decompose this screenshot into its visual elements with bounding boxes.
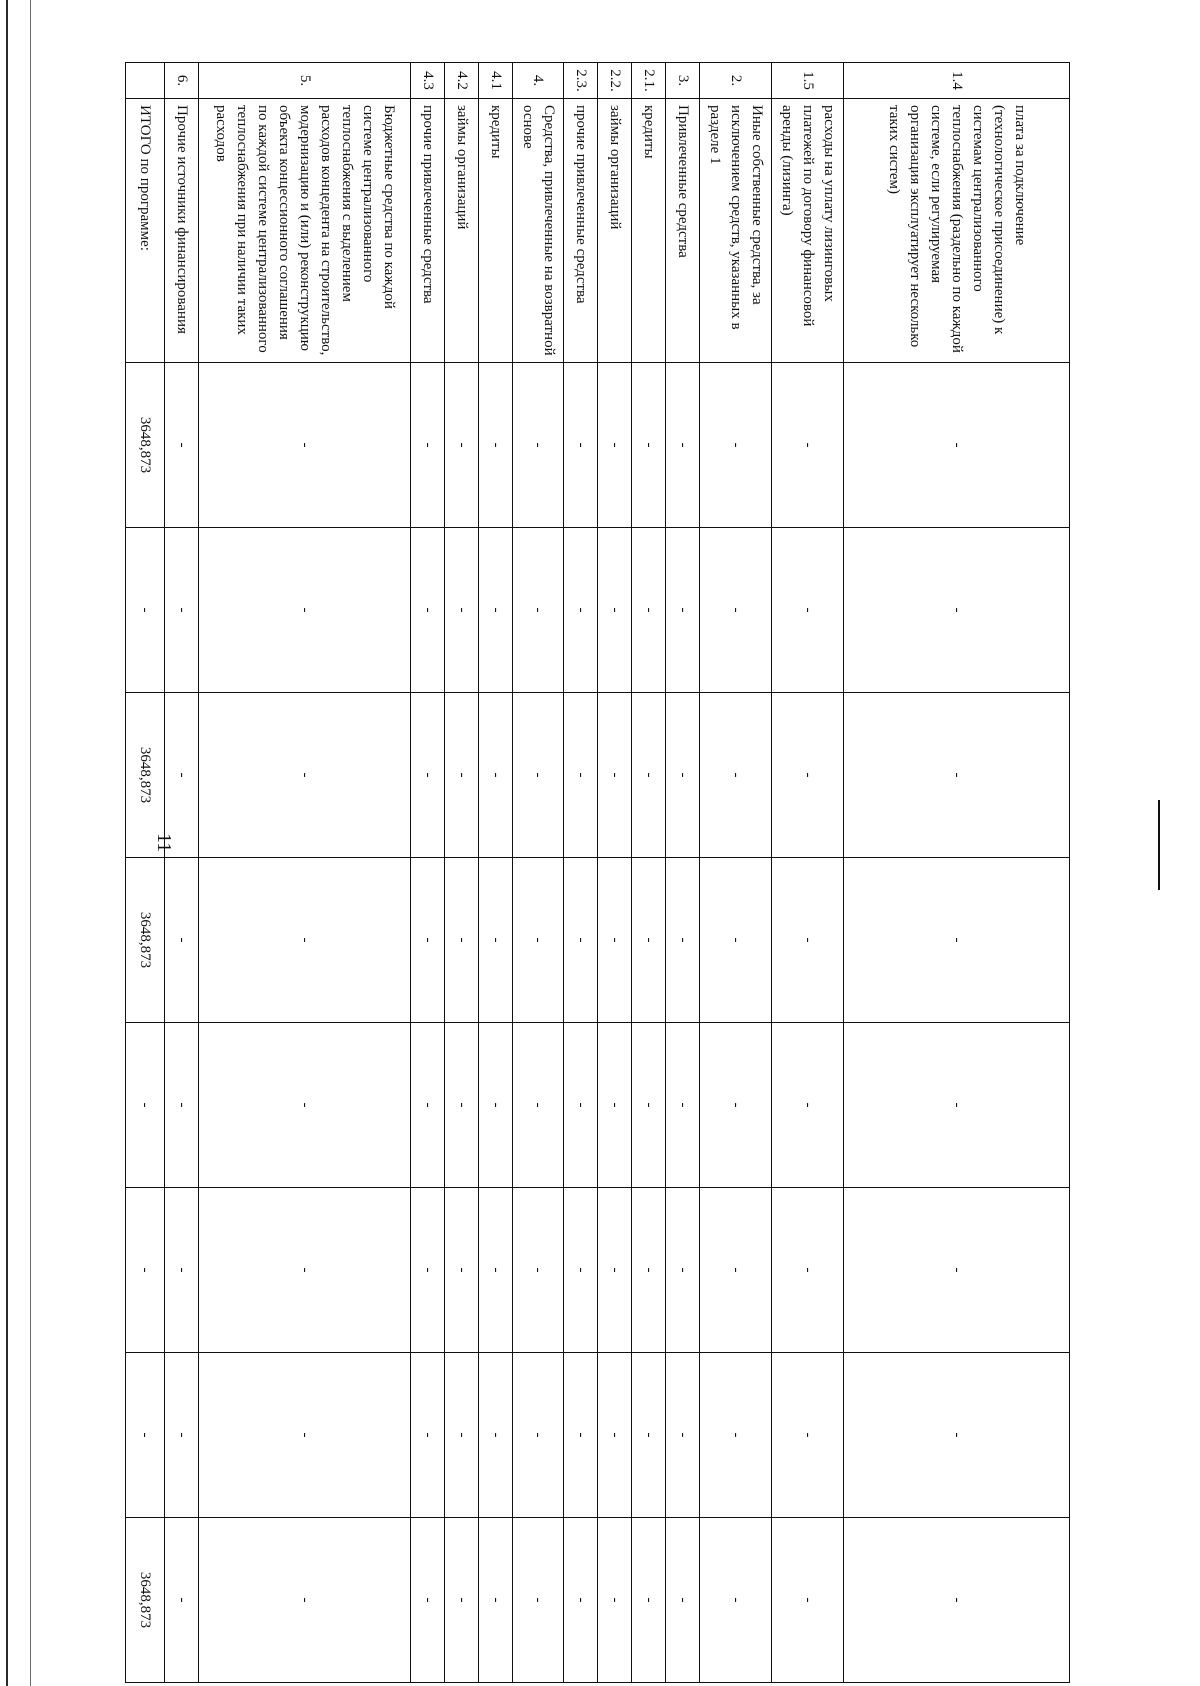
value-cell: - — [165, 528, 199, 693]
row-name: Средства, привлеченные на возвратной основе — [513, 99, 564, 363]
value-cell: - — [666, 528, 700, 693]
value-cell: - — [411, 858, 445, 1023]
value-cell: - — [445, 858, 479, 1023]
value-cell: 3648,873 — [126, 858, 165, 1023]
value-cell: - — [513, 693, 564, 858]
row-number: 4.2 — [445, 63, 479, 99]
value-cell: - — [479, 693, 513, 858]
value-cell: - — [598, 1023, 632, 1188]
row-number — [126, 63, 165, 99]
row-name: Прочие источники финансирования — [165, 99, 199, 363]
row-name: Привлеченные средства — [666, 99, 700, 363]
table-row — [772, 63, 844, 1683]
row-number: 4. — [513, 63, 564, 99]
value-cell: - — [844, 1188, 1070, 1353]
value-cell: - — [411, 693, 445, 858]
value-cell: - — [666, 363, 700, 528]
row-number: 2.2. — [598, 63, 632, 99]
value-cell: - — [126, 1353, 165, 1518]
value-cell: - — [772, 363, 844, 528]
value-cell: - — [564, 1353, 598, 1518]
value-cell: - — [199, 1518, 411, 1683]
value-cell: - — [700, 363, 772, 528]
value-cell: - — [700, 1518, 772, 1683]
value-cell: - — [411, 1353, 445, 1518]
value-cell: - — [700, 528, 772, 693]
value-cell: - — [772, 858, 844, 1023]
row-name: займы организаций — [598, 99, 632, 363]
value-cell: - — [632, 363, 666, 528]
value-cell: - — [479, 858, 513, 1023]
row-number: 2.3. — [564, 63, 598, 99]
value-cell: - — [772, 693, 844, 858]
row-name: плата за подключение (технологическое присоединение) к системам централизованного теплоснабжения (раздельно по каждой системе, если регулируемая организация эксплуатирует несколько таких систем) — [844, 99, 1070, 363]
value-cell: - — [479, 1023, 513, 1188]
value-cell: - — [513, 363, 564, 528]
value-cell: - — [666, 1188, 700, 1353]
row-name: кредиты — [479, 99, 513, 363]
value-cell: - — [598, 1518, 632, 1683]
value-cell: - — [513, 1518, 564, 1683]
value-cell: - — [199, 528, 411, 693]
value-cell: - — [598, 858, 632, 1023]
row-name: прочие привлеченные средства — [411, 99, 445, 363]
value-cell: - — [411, 363, 445, 528]
value-cell: - — [844, 1518, 1070, 1683]
value-cell: - — [165, 858, 199, 1023]
value-cell: - — [844, 1353, 1070, 1518]
value-cell: - — [564, 693, 598, 858]
value-cell: - — [666, 693, 700, 858]
row-name: займы организаций — [445, 99, 479, 363]
value-cell: - — [199, 1023, 411, 1188]
row-number: 1.5 — [772, 63, 844, 99]
table-row — [165, 63, 199, 1683]
value-cell: 3648,873 — [126, 363, 165, 528]
value-cell: - — [165, 363, 199, 528]
value-cell: - — [772, 528, 844, 693]
value-cell: - — [126, 528, 165, 693]
value-cell: - — [199, 858, 411, 1023]
value-cell: - — [199, 693, 411, 858]
value-cell: - — [598, 1353, 632, 1518]
value-cell: - — [199, 1188, 411, 1353]
table-row — [411, 63, 445, 1683]
value-cell: - — [844, 1023, 1070, 1188]
value-cell: - — [126, 1023, 165, 1188]
table-row — [632, 63, 666, 1683]
value-cell: - — [479, 1188, 513, 1353]
value-cell: - — [598, 693, 632, 858]
value-cell: - — [411, 1518, 445, 1683]
table-row — [513, 63, 564, 1683]
row-number: 4.1 — [479, 63, 513, 99]
value-cell: 3648,873 — [126, 1518, 165, 1683]
value-cell: - — [632, 528, 666, 693]
value-cell: - — [666, 1023, 700, 1188]
value-cell: 3648,873 — [126, 693, 165, 858]
value-cell: - — [445, 1518, 479, 1683]
value-cell: - — [513, 858, 564, 1023]
value-cell: - — [700, 693, 772, 858]
table-row — [598, 63, 632, 1683]
row-number: 3. — [666, 63, 700, 99]
value-cell: - — [564, 1188, 598, 1353]
value-cell: - — [666, 1353, 700, 1518]
value-cell: - — [445, 1353, 479, 1518]
value-cell: - — [513, 1188, 564, 1353]
financing-table — [125, 62, 1070, 1683]
table-body — [126, 63, 1070, 1683]
value-cell: - — [411, 1023, 445, 1188]
value-cell: - — [632, 693, 666, 858]
separator-line — [1158, 800, 1160, 890]
table-row — [564, 63, 598, 1683]
value-cell: - — [165, 1353, 199, 1518]
row-name: Бюджетные средства по каждой системе централизованного теплоснабжения с выделением расходов концедента на строительство, модернизацию и (или) реконструкцию объекта концессионного соглашения по каждой системе централизованного теплоснабжения при наличии таких расходов — [199, 99, 411, 363]
table-row — [199, 63, 411, 1683]
row-number: 4.3 — [411, 63, 445, 99]
value-cell: - — [844, 693, 1070, 858]
value-cell: - — [513, 528, 564, 693]
value-cell: - — [700, 1188, 772, 1353]
row-number: 1.4 — [844, 63, 1070, 99]
row-name: расходы на уплату лизинговых платежей по договору финансовой аренды (лизинга) — [772, 99, 844, 363]
value-cell: - — [564, 1518, 598, 1683]
value-cell: - — [772, 1188, 844, 1353]
value-cell: - — [445, 1188, 479, 1353]
value-cell: - — [199, 1353, 411, 1518]
value-cell: - — [772, 1518, 844, 1683]
value-cell: - — [666, 858, 700, 1023]
value-cell: - — [411, 528, 445, 693]
value-cell: - — [772, 1353, 844, 1518]
value-cell: - — [479, 1353, 513, 1518]
total-row — [126, 63, 165, 1683]
value-cell: - — [564, 363, 598, 528]
value-cell: - — [844, 858, 1070, 1023]
row-name: ИТОГО по программе: — [126, 99, 165, 363]
value-cell: - — [564, 858, 598, 1023]
value-cell: - — [479, 363, 513, 528]
row-name: Иные собственные средства, за исключением средств, указанных в разделе 1 — [700, 99, 772, 363]
value-cell: - — [598, 528, 632, 693]
value-cell: - — [445, 693, 479, 858]
row-number: 6. — [165, 63, 199, 99]
value-cell: - — [772, 1023, 844, 1188]
row-name: прочие привлеченные средства — [564, 99, 598, 363]
value-cell: - — [513, 1353, 564, 1518]
value-cell: - — [632, 1188, 666, 1353]
table-row — [700, 63, 772, 1683]
row-number: 2.1. — [632, 63, 666, 99]
value-cell: - — [479, 528, 513, 693]
table-row — [844, 63, 1070, 1683]
value-cell: - — [700, 1023, 772, 1188]
page-number: 11 — [153, 833, 175, 853]
value-cell: - — [445, 363, 479, 528]
value-cell: - — [844, 363, 1070, 528]
value-cell: - — [513, 1023, 564, 1188]
value-cell: - — [199, 363, 411, 528]
value-cell: - — [165, 1023, 199, 1188]
value-cell: - — [564, 528, 598, 693]
value-cell: - — [126, 1188, 165, 1353]
value-cell: - — [598, 363, 632, 528]
value-cell: - — [632, 1353, 666, 1518]
value-cell: - — [632, 858, 666, 1023]
table-row — [445, 63, 479, 1683]
value-cell: - — [632, 1023, 666, 1188]
value-cell: - — [844, 528, 1070, 693]
value-cell: - — [165, 1518, 199, 1683]
value-cell: - — [632, 1518, 666, 1683]
value-cell: - — [165, 693, 199, 858]
value-cell: - — [445, 528, 479, 693]
value-cell: - — [700, 1353, 772, 1518]
table-row — [666, 63, 700, 1683]
row-name: кредиты — [632, 99, 666, 363]
value-cell: - — [666, 1518, 700, 1683]
value-cell: - — [700, 858, 772, 1023]
row-number: 2. — [700, 63, 772, 99]
value-cell: - — [445, 1023, 479, 1188]
value-cell: - — [479, 1518, 513, 1683]
table-row — [479, 63, 513, 1683]
value-cell: - — [564, 1023, 598, 1188]
value-cell: - — [165, 1188, 199, 1353]
value-cell: - — [598, 1188, 632, 1353]
value-cell: - — [411, 1188, 445, 1353]
row-number: 5. — [199, 63, 411, 99]
